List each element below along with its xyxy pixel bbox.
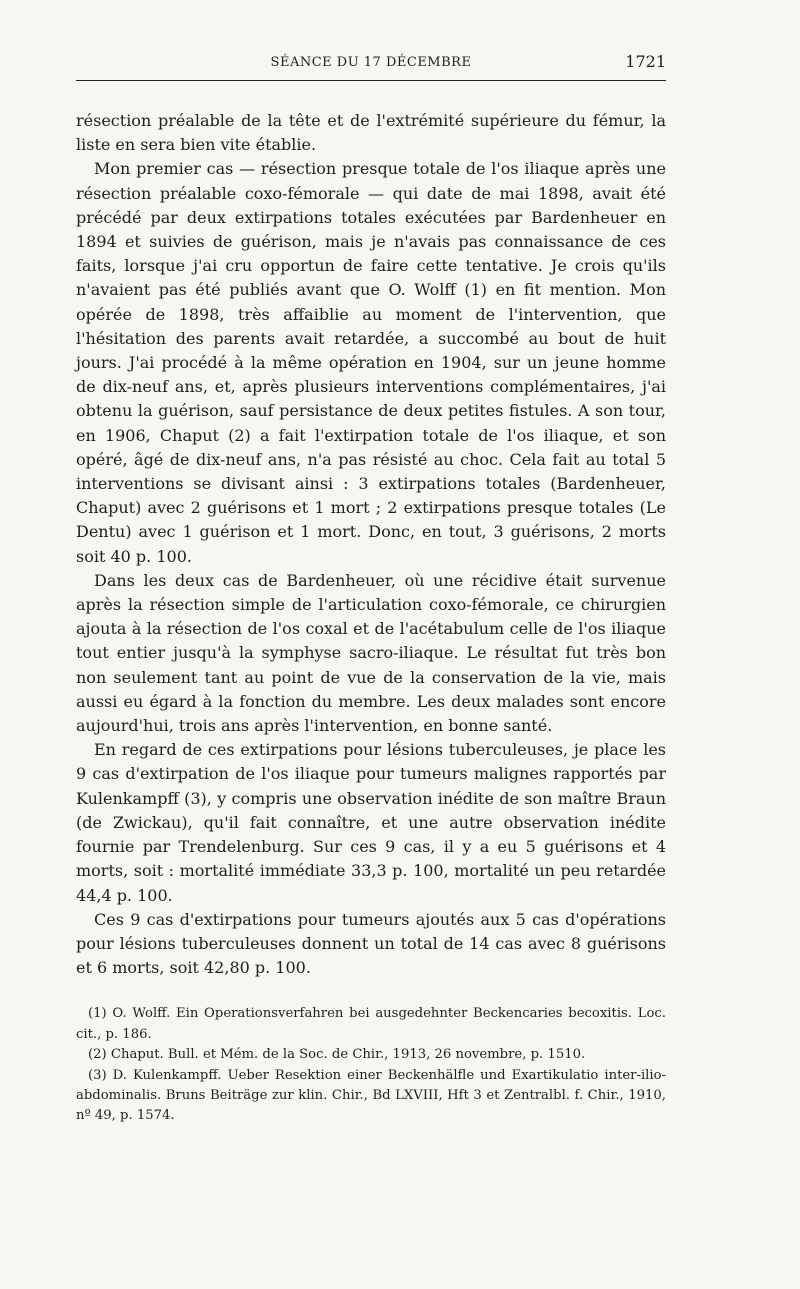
header-title: SÉANCE DU 17 DÉCEMBRE xyxy=(270,55,472,70)
footnotes xyxy=(76,1004,666,1126)
paragraph: résection préalable de la tête et de l'extrémité supérieure du fémur, la liste en sera bien vite établie. xyxy=(76,111,666,155)
running-header xyxy=(76,50,666,81)
footnote: (3) D. Kulenkampff. Ueber Resektion einer Beckenhälfle und Exartikulatio inter-ilio-abdominalis. Bruns Beiträge zur klin. Chir., Bd LXVIII, Hft 3 et Zentralbl. f. Chir., 1910, nº 49, p. 1574. xyxy=(76,1067,666,1124)
paragraph: Mon premier cas — résection presque totale de l'os iliaque après une résection préalable coxo-fémorale — qui date de mai 1898, avait été précédé par deux extirpations totales exécutées par Bardenheuer en 1894 et suivies de guérison, mais je n'avais pas connaissance de ces faits, lorsque j'ai cru opportun de faire cette tentative. Je crois qu'ils n'avaient pas été publiés avant que O. Wolff (1) en fit mention. Mon opérée de 1898, très affaiblie au moment de l'intervention, que l'hésitation des parents avait retardée, a succombé au bout de huit jours. J'ai procédé à la même opération en 1904, sur un jeune homme de dix-neuf ans, et, après plusieurs interventions complémentaires, j'ai obtenu la guérison, sauf persistance de deux petites fistules. A son tour, en 1906, Chaput (2) a fait l'extirpation totale de l'os iliaque, et son opéré, âgé de dix-neuf ans, n'a pas résisté au choc. Cela fait au total 5 interventions se divisant ainsi : 3 extirpations totales (Bardenheuer, Chaput) avec 2 guérisons et 1 mort ; 2 extirpations presque totales (Le Dentu) avec 1 guérison et 1 mort. Donc, en tout, 3 guérisons, 2 morts soit 40 p. 100. xyxy=(76,159,666,566)
footnote: (1) O. Wolff. Ein Operationsverfahren bei ausgedehnter Beckencaries becoxitis. Loc. cit., p. 186. xyxy=(76,1006,666,1042)
body-text xyxy=(76,109,666,980)
paragraph: Ces 9 cas d'extirpations pour tumeurs ajoutés aux 5 cas d'opérations pour lésions tuberculeuses donnent un total de 14 cas avec 8 guérisons et 6 morts, soit 42,80 p. 100. xyxy=(76,909,666,978)
page-number: 1721 xyxy=(625,52,666,71)
paragraph: Dans les deux cas de Bardenheuer, où une récidive était survenue après la résection simple de l'articulation coxo-fémorale, ce chirurgien ajouta à la résection de l'os coxal et de l'acétabulum celle de l'os iliaque tout entier jusqu'à la symphyse sacro-iliaque. Le résultat fut très bon non seulement tant au point de vue de la conservation de la vie, mais aussi eu égard à la fonction du membre. Les deux malades sont encore aujourd'hui, trois ans après l'intervention, en bonne santé. xyxy=(76,570,666,736)
paragraph: En regard de ces extirpations pour lésions tuberculeuses, je place les 9 cas d'extirpation de l'os iliaque pour tumeurs malignes rapportés par Kulenkampff (3), y compris une observation inédite de son maître Braun (de Zwickau), qu'il fait connaître, et une autre observation inédite fournie par Trendelenburg. Sur ces 9 cas, il y a eu 5 guérisons et 4 morts, soit : mortalité immédiate 33,3 p. 100, mortalité un peu retardée 44,4 p. 100. xyxy=(76,740,666,905)
page xyxy=(76,50,666,1127)
footnote: (2) Chaput. Bull. et Mém. de la Soc. de Chir., 1913, 26 novembre, p. 1510. xyxy=(88,1047,586,1063)
